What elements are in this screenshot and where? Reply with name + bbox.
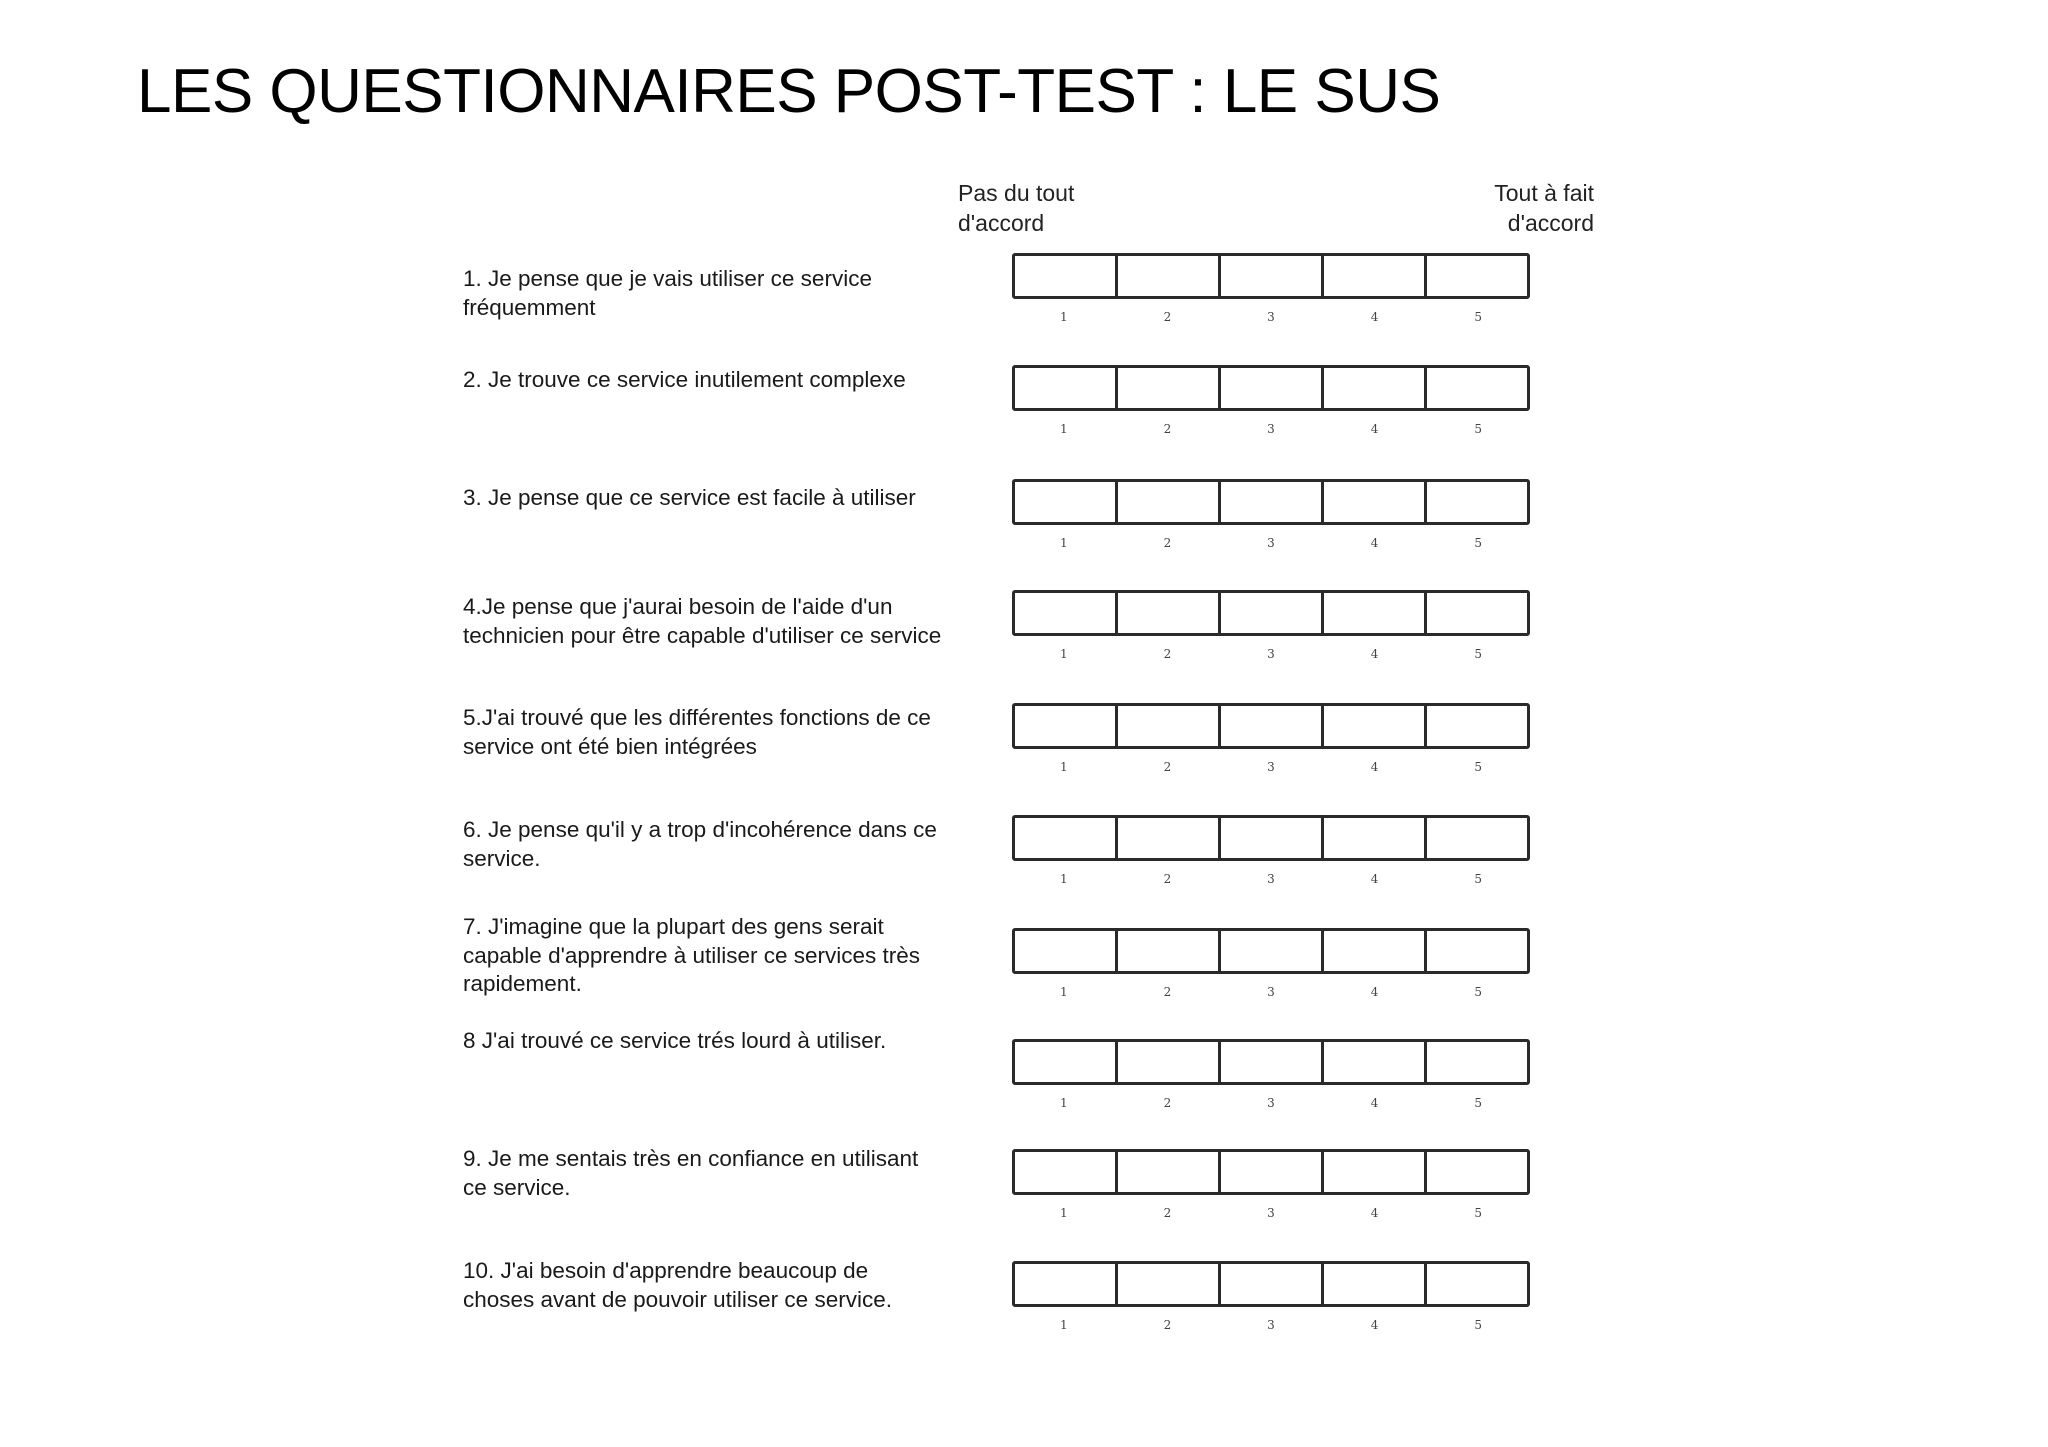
- rating-number: 5: [1474, 985, 1482, 999]
- rating-box-2[interactable]: [1118, 368, 1221, 408]
- rating-scale-numbers: [1012, 1206, 1530, 1220]
- rating-number: 1: [1059, 422, 1068, 436]
- rating-box-5[interactable]: [1427, 1264, 1527, 1304]
- rating-number: 4: [1370, 310, 1379, 324]
- rating-scale-numbers: [1012, 872, 1530, 886]
- rating-box-2[interactable]: [1118, 256, 1221, 296]
- rating-scale: [1012, 253, 1530, 299]
- rating-box-3[interactable]: [1221, 256, 1324, 296]
- scale-label-agree: [1494, 178, 1594, 238]
- rating-box-3[interactable]: [1221, 818, 1324, 858]
- rating-box-5[interactable]: [1427, 706, 1527, 746]
- rating-scale: [1012, 815, 1530, 861]
- rating-number: 4: [1370, 872, 1379, 886]
- rating-number: 4: [1370, 985, 1379, 999]
- rating-number: 5: [1474, 760, 1482, 774]
- rating-box-1[interactable]: [1015, 256, 1118, 296]
- rating-number: 4: [1370, 1318, 1379, 1332]
- rating-box-1[interactable]: [1015, 368, 1118, 408]
- rating-number: 1: [1059, 985, 1068, 999]
- rating-number: 2: [1163, 985, 1172, 999]
- rating-box-4[interactable]: [1324, 1264, 1427, 1304]
- rating-number: 1: [1059, 1206, 1068, 1220]
- rating-box-4[interactable]: [1324, 1152, 1427, 1192]
- rating-box-4[interactable]: [1324, 818, 1427, 858]
- rating-number: 4: [1370, 422, 1379, 436]
- rating-box-2[interactable]: [1118, 482, 1221, 522]
- rating-box-3[interactable]: [1221, 482, 1324, 522]
- rating-box-4[interactable]: [1324, 1042, 1427, 1082]
- scale-label-disagree: [958, 178, 1074, 238]
- question-text: 7. J'imagine que la plupart des gens serait capable d'apprendre à utiliser ce services très rapidement.: [463, 914, 921, 996]
- rating-number: 1: [1059, 536, 1068, 550]
- rating-box-2[interactable]: [1118, 1042, 1221, 1082]
- question-text: 4.Je pense que j'aurai besoin de l'aide d'un technicien pour être capable d'utiliser ce service: [463, 594, 942, 648]
- rating-number: 2: [1163, 760, 1172, 774]
- rating-box-2[interactable]: [1118, 1152, 1221, 1192]
- rating-number: 3: [1267, 1318, 1275, 1332]
- scale-label-agree-line2: d'accord: [1507, 210, 1594, 236]
- rating-scale-numbers: [1012, 985, 1530, 999]
- rating-box-4[interactable]: [1324, 256, 1427, 296]
- rating-scale-numbers: [1012, 422, 1530, 436]
- question-text: 9. Je me sentais très en confiance en utilisant ce service.: [463, 1146, 919, 1200]
- rating-number: 5: [1474, 310, 1482, 324]
- rating-box-3[interactable]: [1221, 706, 1324, 746]
- rating-number: 5: [1474, 1206, 1482, 1220]
- sus-questionnaire: [456, 170, 1594, 1447]
- rating-box-2[interactable]: [1118, 1264, 1221, 1304]
- rating-number: 5: [1474, 647, 1482, 661]
- rating-box-5[interactable]: [1427, 818, 1527, 858]
- rating-box-3[interactable]: [1221, 1264, 1324, 1304]
- question-text: 1. Je pense que je vais utiliser ce service fréquemment: [463, 266, 872, 320]
- rating-box-3[interactable]: [1221, 1152, 1324, 1192]
- rating-number: 3: [1267, 985, 1275, 999]
- rating-number: 5: [1474, 1096, 1482, 1110]
- rating-number: 3: [1267, 1206, 1275, 1220]
- rating-number: 2: [1163, 422, 1172, 436]
- rating-box-1[interactable]: [1015, 1152, 1118, 1192]
- scale-label-disagree-line2: d'accord: [958, 210, 1045, 236]
- rating-box-1[interactable]: [1015, 1264, 1118, 1304]
- rating-box-3[interactable]: [1221, 593, 1324, 633]
- rating-box-1[interactable]: [1015, 931, 1118, 971]
- rating-box-4[interactable]: [1324, 593, 1427, 633]
- rating-scale-numbers: [1012, 647, 1530, 661]
- rating-box-1[interactable]: [1015, 1042, 1118, 1082]
- rating-box-2[interactable]: [1118, 931, 1221, 971]
- rating-number: 3: [1267, 647, 1275, 661]
- rating-box-5[interactable]: [1427, 482, 1527, 522]
- scale-label-agree-line1: Tout à fait: [1494, 180, 1594, 206]
- rating-number: 2: [1163, 536, 1172, 550]
- question-text: 2. Je trouve ce service inutilement complexe: [463, 367, 906, 392]
- question-text: 8 J'ai trouvé ce service trés lourd à utiliser.: [463, 1028, 887, 1053]
- rating-number: 2: [1163, 310, 1172, 324]
- rating-number: 1: [1059, 1318, 1068, 1332]
- rating-number: 2: [1163, 1096, 1172, 1110]
- rating-scale: [1012, 1149, 1530, 1195]
- rating-scale-numbers: [1012, 760, 1530, 774]
- rating-number: 2: [1163, 1206, 1172, 1220]
- rating-number: 1: [1059, 647, 1068, 661]
- rating-number: 5: [1474, 1318, 1482, 1332]
- rating-box-3[interactable]: [1221, 931, 1324, 971]
- rating-box-3[interactable]: [1221, 1042, 1324, 1082]
- rating-scale: [1012, 703, 1530, 749]
- scale-label-disagree-line1: Pas du tout: [958, 180, 1075, 206]
- rating-scale: [1012, 590, 1530, 636]
- question-text: 5.J'ai trouvé que les différentes fonctions de ce service ont été bien intégrées: [463, 705, 931, 759]
- rating-box-4[interactable]: [1324, 706, 1427, 746]
- rating-number: 3: [1267, 1096, 1275, 1110]
- rating-number: 4: [1370, 1206, 1379, 1220]
- slide-title: LES QUESTIONNAIRES POST-TEST : LE SUS: [137, 57, 1441, 126]
- rating-scale-numbers: [1012, 1318, 1530, 1332]
- rating-box-5[interactable]: [1427, 1152, 1527, 1192]
- rating-number: 4: [1370, 760, 1379, 774]
- rating-box-5[interactable]: [1427, 1042, 1527, 1082]
- rating-number: 2: [1163, 872, 1172, 886]
- rating-box-1[interactable]: [1015, 818, 1118, 858]
- rating-box-4[interactable]: [1324, 931, 1427, 971]
- rating-number: 2: [1163, 647, 1172, 661]
- rating-box-3[interactable]: [1221, 368, 1324, 408]
- rating-box-5[interactable]: [1427, 931, 1527, 971]
- rating-number: 1: [1059, 872, 1068, 886]
- rating-scale-numbers: [1012, 536, 1530, 550]
- rating-box-5[interactable]: [1427, 593, 1527, 633]
- rating-number: 1: [1059, 310, 1068, 324]
- rating-number: 3: [1267, 310, 1275, 324]
- question-text: 6. Je pense qu'il y a trop d'incohérence dans ce service.: [463, 817, 937, 871]
- rating-number: 3: [1267, 536, 1275, 550]
- rating-box-4[interactable]: [1324, 482, 1427, 522]
- rating-scale: [1012, 1261, 1530, 1307]
- rating-number: 5: [1474, 872, 1482, 886]
- rating-scale: [1012, 479, 1530, 525]
- rating-box-2[interactable]: [1118, 818, 1221, 858]
- question-text: 10. J'ai besoin d'apprendre beaucoup de choses avant de pouvoir utiliser ce service.: [463, 1258, 892, 1312]
- rating-scale: [1012, 1039, 1530, 1085]
- question-text: 3. Je pense que ce service est facile à utiliser: [463, 485, 916, 510]
- rating-box-1[interactable]: [1015, 482, 1118, 522]
- rating-number: 4: [1370, 1096, 1379, 1110]
- rating-scale: [1012, 365, 1530, 411]
- rating-box-2[interactable]: [1118, 593, 1221, 633]
- rating-number: 4: [1370, 647, 1379, 661]
- rating-number: 1: [1059, 1096, 1068, 1110]
- rating-number: 3: [1267, 872, 1275, 886]
- rating-box-5[interactable]: [1427, 368, 1527, 408]
- rating-number: 5: [1474, 536, 1482, 550]
- rating-number: 2: [1163, 1318, 1172, 1332]
- rating-box-5[interactable]: [1427, 256, 1527, 296]
- rating-number: 3: [1267, 422, 1275, 436]
- rating-number: 3: [1267, 760, 1275, 774]
- rating-number: 1: [1059, 760, 1068, 774]
- rating-scale-numbers: [1012, 310, 1530, 324]
- rating-box-4[interactable]: [1324, 368, 1427, 408]
- rating-box-1[interactable]: [1015, 706, 1118, 746]
- rating-box-1[interactable]: [1015, 593, 1118, 633]
- rating-number: 5: [1474, 422, 1482, 436]
- rating-number: 4: [1370, 536, 1379, 550]
- rating-scale-numbers: [1012, 1096, 1530, 1110]
- rating-box-2[interactable]: [1118, 706, 1221, 746]
- rating-scale: [1012, 928, 1530, 974]
